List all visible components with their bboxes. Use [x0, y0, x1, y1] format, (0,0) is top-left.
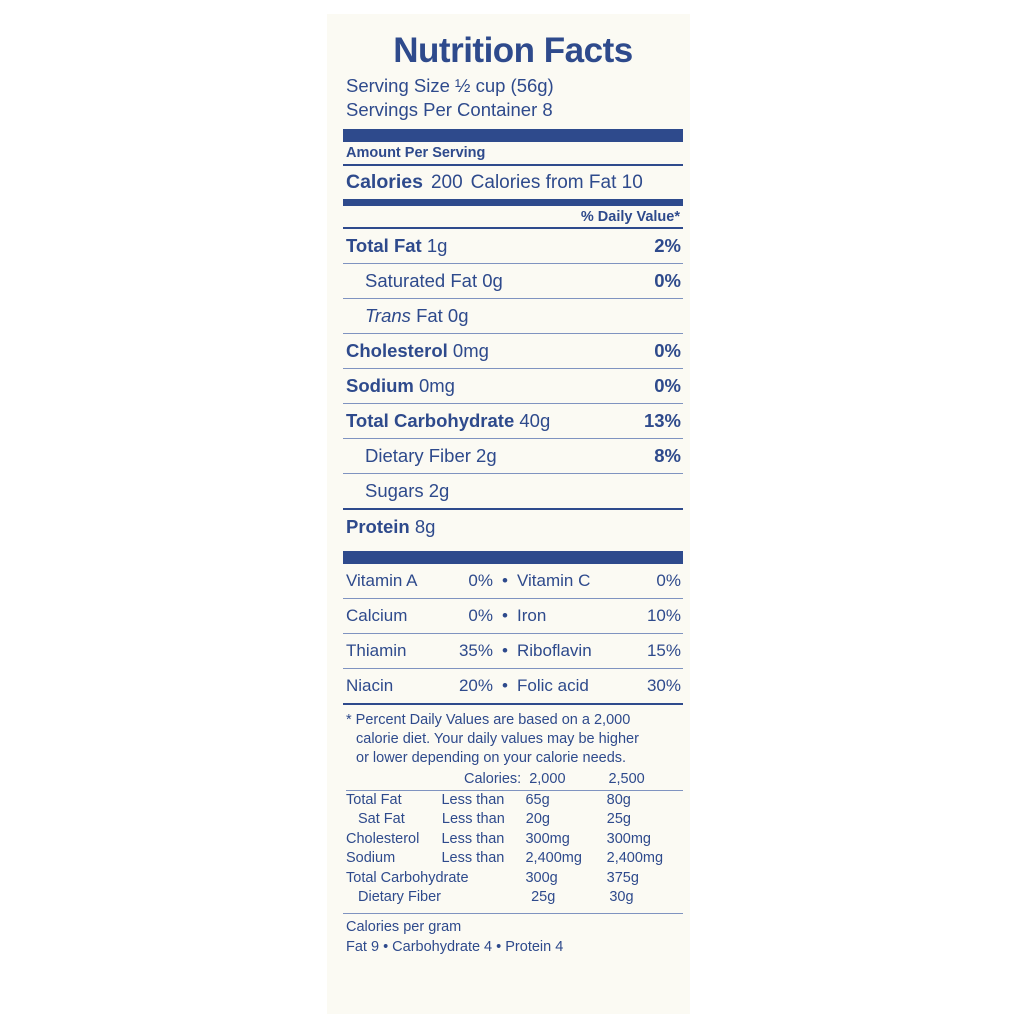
- row-value-2500: 300mg: [606, 830, 651, 847]
- calories-per-gram-section: [343, 914, 683, 957]
- row-value-2500: 30g: [609, 889, 634, 905]
- nutrient-amount: 2g: [476, 445, 497, 466]
- vitamin-row: [343, 669, 683, 703]
- row-label: Total Fat: [346, 791, 402, 808]
- nutrient-daily-value: 0%: [654, 375, 681, 396]
- row-value-2000: 300mg: [525, 830, 570, 847]
- vitamin-name: Vitamin A: [346, 571, 418, 590]
- vitamin-name: Riboflavin: [517, 641, 592, 660]
- nutrient-row: [343, 474, 683, 508]
- table-row: [346, 888, 683, 908]
- table-header-row: [346, 770, 683, 790]
- footnote-line-1: * Percent Daily Values are based on a 2,000: [346, 712, 631, 728]
- nutrient-daily-value: 13%: [643, 410, 681, 431]
- row-value-2500: 25g: [606, 811, 631, 827]
- vitamin-value: 0%: [468, 606, 493, 625]
- vitamin-value: 35%: [458, 641, 493, 660]
- nutrient-row: [343, 510, 683, 544]
- medium-divider-under-calories: [343, 199, 683, 206]
- nutrient-daily-value: 2%: [654, 235, 681, 256]
- row-label: Sat Fat: [358, 811, 405, 827]
- calories-per-gram-title: Calories per gram: [346, 918, 462, 935]
- nutrient-amount: 8g: [414, 516, 436, 537]
- row-value-2000: 20g: [525, 811, 550, 827]
- daily-value-header: % Daily Value*: [580, 209, 680, 225]
- calories-value: 200: [430, 172, 463, 193]
- nutrient-name: Total Fat: [346, 235, 422, 256]
- row-label: Total Carbohydrate: [346, 869, 469, 886]
- vitamin-value: 0%: [656, 571, 681, 590]
- row-qualifier: Less than: [441, 850, 505, 866]
- nutrient-name: Protein: [346, 516, 410, 537]
- nutrient-name: Cholesterol: [346, 340, 448, 361]
- row-qualifier: Less than: [441, 830, 505, 847]
- vitamin-row: [343, 634, 683, 668]
- nutrient-row: [343, 229, 683, 263]
- nutrient-row: [343, 299, 683, 333]
- nutrient-row: [343, 439, 683, 473]
- row-qualifier: Less than: [441, 811, 505, 827]
- row-value-2000: 25g: [531, 889, 556, 905]
- column-header-2500: 2,500: [608, 771, 645, 787]
- nutrition-facts-label: [343, 22, 683, 957]
- table-row: [346, 810, 683, 830]
- thick-divider-vitamins: [343, 551, 683, 564]
- calories-row: [343, 166, 683, 199]
- row-value-2000: 65g: [525, 791, 550, 808]
- calories-from-fat: Calories from Fat 10: [470, 172, 643, 193]
- nutrient-amount: 40g: [519, 410, 551, 431]
- nutrient-row: [343, 334, 683, 368]
- row-value-2000: 300g: [525, 869, 558, 886]
- nutrient-amount: 0mg: [452, 340, 489, 361]
- table-row: [346, 869, 683, 889]
- nutrient-name: Dietary Fiber: [365, 445, 471, 466]
- serving-size-text: Serving Size ½ cup (56g): [346, 75, 554, 96]
- row-value-2000: 2,400mg: [525, 850, 582, 866]
- vitamin-row: [343, 564, 683, 598]
- footnote-line-3: or lower depending on your calorie needs.: [356, 750, 627, 766]
- nutrient-daily-value: 0%: [654, 340, 681, 361]
- row-label: Sodium: [346, 850, 396, 866]
- nutrient-amount: 0g: [482, 270, 503, 291]
- nutrient-amount: 1g: [426, 235, 448, 256]
- vitamin-value: 30%: [646, 676, 681, 695]
- vitamin-name: Vitamin C: [517, 571, 591, 590]
- row-label: Cholesterol: [346, 830, 420, 847]
- servings-per-container-text: Servings Per Container 8: [346, 99, 553, 120]
- thick-divider-top: [343, 129, 683, 142]
- calories-column-label: Calories:: [464, 771, 522, 787]
- vitamin-name: Iron: [517, 606, 547, 625]
- nutrient-amount: 0mg: [418, 375, 455, 396]
- vitamin-value: 15%: [646, 641, 681, 660]
- daily-value-footnote: [343, 705, 683, 770]
- vitamin-value: 20%: [458, 676, 493, 695]
- vitamin-name: Niacin: [346, 676, 394, 695]
- row-value-2500: 80g: [606, 791, 631, 808]
- bullet-separator-icon: •: [502, 606, 508, 625]
- vitamin-row: [343, 599, 683, 633]
- bullet-separator-icon: •: [502, 571, 508, 590]
- nutrient-name: Trans: [365, 305, 411, 326]
- calories-label: Calories: [346, 171, 423, 193]
- footnote-line-2: calorie diet. Your daily values may be higher: [356, 731, 639, 747]
- table-row: [346, 791, 683, 811]
- nutrient-name: Saturated Fat: [365, 270, 478, 291]
- nutrient-amount: Fat 0g: [416, 305, 469, 326]
- bullet-separator-icon: •: [502, 641, 508, 660]
- table-row: [346, 830, 683, 850]
- vitamin-name: Thiamin: [346, 641, 407, 660]
- vitamin-value: 0%: [468, 571, 493, 590]
- nutrient-name: Total Carbohydrate: [346, 410, 515, 431]
- amount-per-serving-heading: Amount Per Serving: [346, 145, 486, 161]
- bullet-separator-icon: •: [502, 676, 508, 695]
- row-label: Dietary Fiber: [358, 889, 441, 905]
- calories-per-gram-values: Fat 9 • Carbohydrate 4 • Protein 4: [346, 938, 564, 955]
- nutrient-row: [343, 369, 683, 403]
- nutrient-row: [343, 264, 683, 298]
- nutrient-name: Sugars: [365, 480, 424, 501]
- nutrient-daily-value: 0%: [654, 270, 681, 291]
- row-qualifier: Less than: [441, 791, 505, 808]
- row-value-2500: 2,400mg: [606, 850, 664, 866]
- table-row: [346, 849, 683, 869]
- column-header-2000: 2,000: [529, 771, 566, 787]
- nutrition-facts-title: Nutrition Facts: [393, 31, 633, 70]
- daily-values-reference-table: [343, 770, 683, 908]
- nutrient-daily-value: 8%: [654, 445, 681, 466]
- nutrient-name: Sodium: [346, 375, 414, 396]
- vitamin-value: 10%: [646, 606, 681, 625]
- nutrient-amount: 2g: [428, 480, 450, 501]
- vitamin-name: Calcium: [346, 606, 408, 625]
- row-value-2500: 375g: [606, 869, 639, 886]
- vitamin-name: Folic acid: [517, 676, 589, 695]
- nutrient-row: [343, 404, 683, 438]
